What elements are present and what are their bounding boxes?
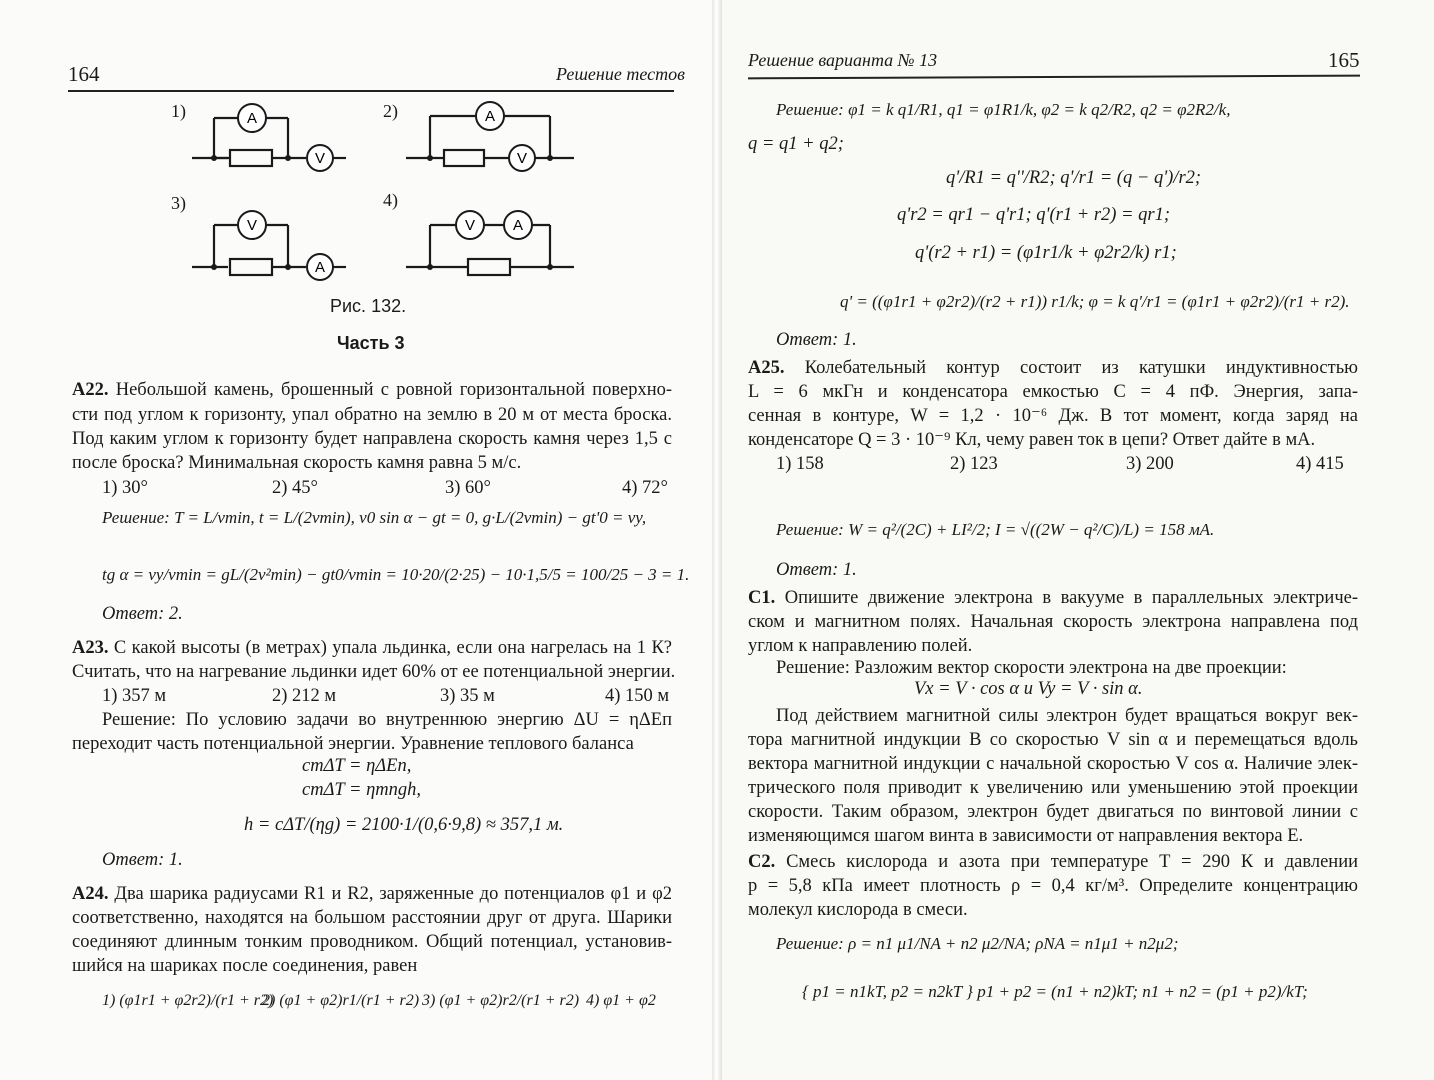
a24-option-3: 3) (φ1 + φ2)r2/(r1 + r2) <box>422 992 580 1009</box>
c1-eq: Vx = V · cos α и Vy = V · sin α. <box>914 679 1143 699</box>
circuit-label-2: 2) <box>383 101 398 121</box>
c2-label: C2. <box>748 852 776 872</box>
a24-line-1 <box>72 882 672 906</box>
a24-option-1: 1) (φ1r1 + φ2r2)/(r1 + r2) <box>102 992 274 1009</box>
a24-option-2: 2) (φ1 + φ2)r1/(r1 + r2) <box>262 992 420 1009</box>
voltmeter-letter: V <box>464 217 476 234</box>
c1-label: C1. <box>748 588 776 608</box>
part-heading: Часть 3 <box>337 333 405 353</box>
a24-option-4: 4) φ1 + φ2 <box>586 992 656 1009</box>
circuit-4-diagram <box>404 205 579 285</box>
a25-line-3: сенная в контуре, W = 1,2 · 10⁻⁶ Дж. В тот момент, когда заряд на <box>748 406 1358 426</box>
running-title: Решение варианта № 13 <box>748 50 938 70</box>
a22-option-2: 2) 45° <box>272 478 318 498</box>
a23-line-1 <box>72 636 672 660</box>
a24-text: Два шарика радиусами R1 и R2, заряженные до потенциалов φ1 и φ2 <box>114 884 672 904</box>
a22-option-3: 3) 60° <box>445 478 491 498</box>
circuit-label-1: 1) <box>171 101 186 121</box>
figure-caption: Рис. 132. <box>330 296 407 316</box>
c1-para-line-4: трического поля приводит к увеличению или уменьшению этой проекции <box>748 778 1358 798</box>
a25-line-1 <box>748 356 1358 380</box>
c2-line-2: p = 5,8 кПа имеет плотность ρ = 0,4 кг/м³. Определите концентрацию <box>748 876 1358 896</box>
circuit-1-diagram <box>190 100 350 180</box>
header-rule <box>748 75 1360 80</box>
c1-para-line-5: скорости. Таким образом, электрон будет двигаться по винтовой линии с <box>748 802 1358 822</box>
a23-line-2: Считать, что на нагревание льдинки идет 60% от ее потенциальной энергии. <box>72 662 676 682</box>
a24-solution-answer: Ответ: 1. <box>776 330 857 350</box>
c1-line-1 <box>748 586 1358 610</box>
a25-line-4: конденсаторе Q = 3 · 10⁻⁹ Кл, чему равен ток в цепи? Ответ дайте в мА. <box>748 430 1316 450</box>
c1-solution-line: Решение: Разложим вектор скорости электрона на две проекции: <box>776 658 1287 678</box>
a22-line-3: Под каким углом к горизонту будет направлена скорость камня через 1,5 с <box>72 429 672 449</box>
a24-line-3: соединяют длинным тонким проводником. Общий потенциал, установив- <box>72 932 672 952</box>
a22-option-4: 4) 72° <box>622 478 668 498</box>
circuit-3-diagram <box>190 205 350 285</box>
a24-label: A24. <box>72 884 109 904</box>
resistor-symbol <box>230 150 272 166</box>
a22-line-1 <box>72 378 672 402</box>
a23-eq-1: cmΔT = ηΔEп, <box>302 756 412 776</box>
ammeter-letter: A <box>314 259 326 276</box>
a24-solution-eq-1: q'/R1 = q''/R2; q'/r1 = (q − q')/r2; <box>946 168 1202 188</box>
c2-system: { p1 = n1kT, p2 = n2kT } p1 + p2 = (n1 + n2)kT; n1 + n2 = (p1 + p2)/kT; <box>802 982 1308 1001</box>
a25-option-1: 1) 158 <box>776 454 824 474</box>
c2-line-1 <box>748 850 1358 874</box>
voltmeter-letter: V <box>246 217 258 234</box>
a22-solution-line-2: tg α = vy/vmin = gL/(2v²min) − gt0/vmin = 10·20/(2·25) − 10·1,5/5 = 100/25 − 3 = 1. <box>102 565 690 584</box>
right-page <box>722 0 1434 1080</box>
a24-solution-eq-2: q'r2 = qr1 − q'r1; q'(r1 + r2) = qr1; <box>897 205 1171 225</box>
a22-line-2: сти под углом к горизонту, упал обратно на землю в 20 м от места броска. <box>72 405 672 425</box>
a25-text: Колебательный контур состоит из катушки индуктивностью <box>804 358 1358 378</box>
c1-para-line-2: тора магнитной индукции B со скоростью V sin α и перемещаться вдоль <box>748 730 1358 750</box>
c1-para-line-6: изменяющимся шагом винта в зависимости от направления вектора E. <box>748 826 1304 846</box>
a23-eq-3: h = cΔT/(ηg) = 2100·1/(0,6·9,8) ≈ 357,1 м. <box>244 815 564 835</box>
a22-label: A22. <box>72 380 109 400</box>
c1-text: Опишите движение электрона в вакууме в параллельных электриче- <box>784 588 1358 608</box>
a25-option-3: 3) 200 <box>1126 454 1174 474</box>
a22-option-1: 1) 30° <box>102 478 148 498</box>
a25-option-4: 4) 415 <box>1296 454 1344 474</box>
c2-solution-line: Решение: ρ = n1 μ1/NA + n2 μ2/NA; ρNA = n1μ1 + n2μ2; <box>776 934 1179 953</box>
a24-line-2: соответственно, находятся на большом расстоянии друг от друга. Шарики <box>72 908 672 928</box>
a25-answer: Ответ: 1. <box>776 560 857 580</box>
ammeter-letter: A <box>512 217 524 234</box>
a24-solution-line-2: q = q1 + q2; <box>748 134 844 154</box>
circuit-2-diagram <box>404 100 579 180</box>
a23-eq-2: cmΔT = ηmпgh, <box>302 780 422 800</box>
header-rule <box>68 90 674 92</box>
a24-solution-eq-3: q'(r2 + r1) = (φ1r1/k + φ2r2/k) r1; <box>915 243 1177 263</box>
a24-solution-eq-4: q' = ((φ1r1 + φ2r2)/(r2 + r1)) r1/k; φ = k q'/r1 = (φ1r1 + φ2r2)/(r1 + r2). <box>840 292 1350 311</box>
a25-option-2: 2) 123 <box>950 454 998 474</box>
page-number: 164 <box>68 62 100 86</box>
c1-para-line-1: Под действием магнитной силы электрон будет вращаться вокруг век- <box>776 706 1358 726</box>
c2-text: Смесь кислорода и азота при температуре T = 290 К и давлении <box>786 852 1359 872</box>
running-title: Решение тестов <box>556 64 685 84</box>
a23-option-1: 1) 357 м <box>102 686 167 706</box>
a23-solution-line-1: Решение: По условию задачи во внутреннюю энергию ΔU = ηΔEп <box>102 710 672 730</box>
c1-line-3: углом к направлению полей. <box>748 636 973 656</box>
a25-line-2: L = 6 мкГн и конденсатора емкостью C = 4 пФ. Энергия, запа- <box>748 382 1358 402</box>
a24-line-4: шийся на шариках после соединения, равен <box>72 956 418 976</box>
voltmeter-letter: V <box>516 150 528 167</box>
a22-solution-line-1: Решение: T = L/vmin, t = L/(2vmin), v0 sin α − gt = 0, g·L/(2vmin) − gt'0 = vy, <box>102 508 647 527</box>
a22-line-4: после броска? Минимальная скорость камня равна 5 м/с. <box>72 453 522 473</box>
a23-option-4: 4) 150 м <box>605 686 670 706</box>
c2-line-3: молекул кислорода в смеси. <box>748 900 968 920</box>
a25-solution: Решение: W = q²/(2C) + LI²/2; I = √((2W − q²/C)/L) = 158 мА. <box>776 520 1215 539</box>
a23-option-2: 2) 212 м <box>272 686 337 706</box>
c1-line-2: ском и магнитном полях. Начальная скорость электрона направлена под <box>748 612 1358 632</box>
a23-option-3: 3) 35 м <box>440 686 495 706</box>
a23-text: С какой высоты (в метрах) упала льдинка, если она нагрелась на 1 К? <box>113 638 672 658</box>
c1-para-line-3: вектора магнитной индукции с начальной скоростью V cos α. Наличие элек- <box>748 754 1358 774</box>
book-gutter <box>712 0 722 1080</box>
a24-solution-line-1: Решение: φ1 = k q1/R1, q1 = φ1R1/k, φ2 = k q2/R2, q2 = φ2R2/k, <box>776 100 1231 119</box>
a22-text: Небольшой камень, брошенный с ровной горизонтальной поверхно- <box>115 380 673 400</box>
left-page <box>0 0 712 1080</box>
a23-solution-line-2: переходит часть потенциальной энергии. Уравнение теплового баланса <box>72 734 634 754</box>
a22-answer: Ответ: 2. <box>102 604 183 624</box>
ammeter-letter: A <box>484 108 496 125</box>
a23-answer: Ответ: 1. <box>102 850 183 870</box>
a23-label: A23. <box>72 638 109 658</box>
ammeter-letter: A <box>246 110 258 127</box>
circuit-label-4: 4) <box>383 190 398 210</box>
voltmeter-letter: V <box>314 150 326 167</box>
circuit-label-3: 3) <box>171 193 186 213</box>
page-number: 165 <box>1328 48 1360 72</box>
a25-label: A25. <box>748 358 785 378</box>
